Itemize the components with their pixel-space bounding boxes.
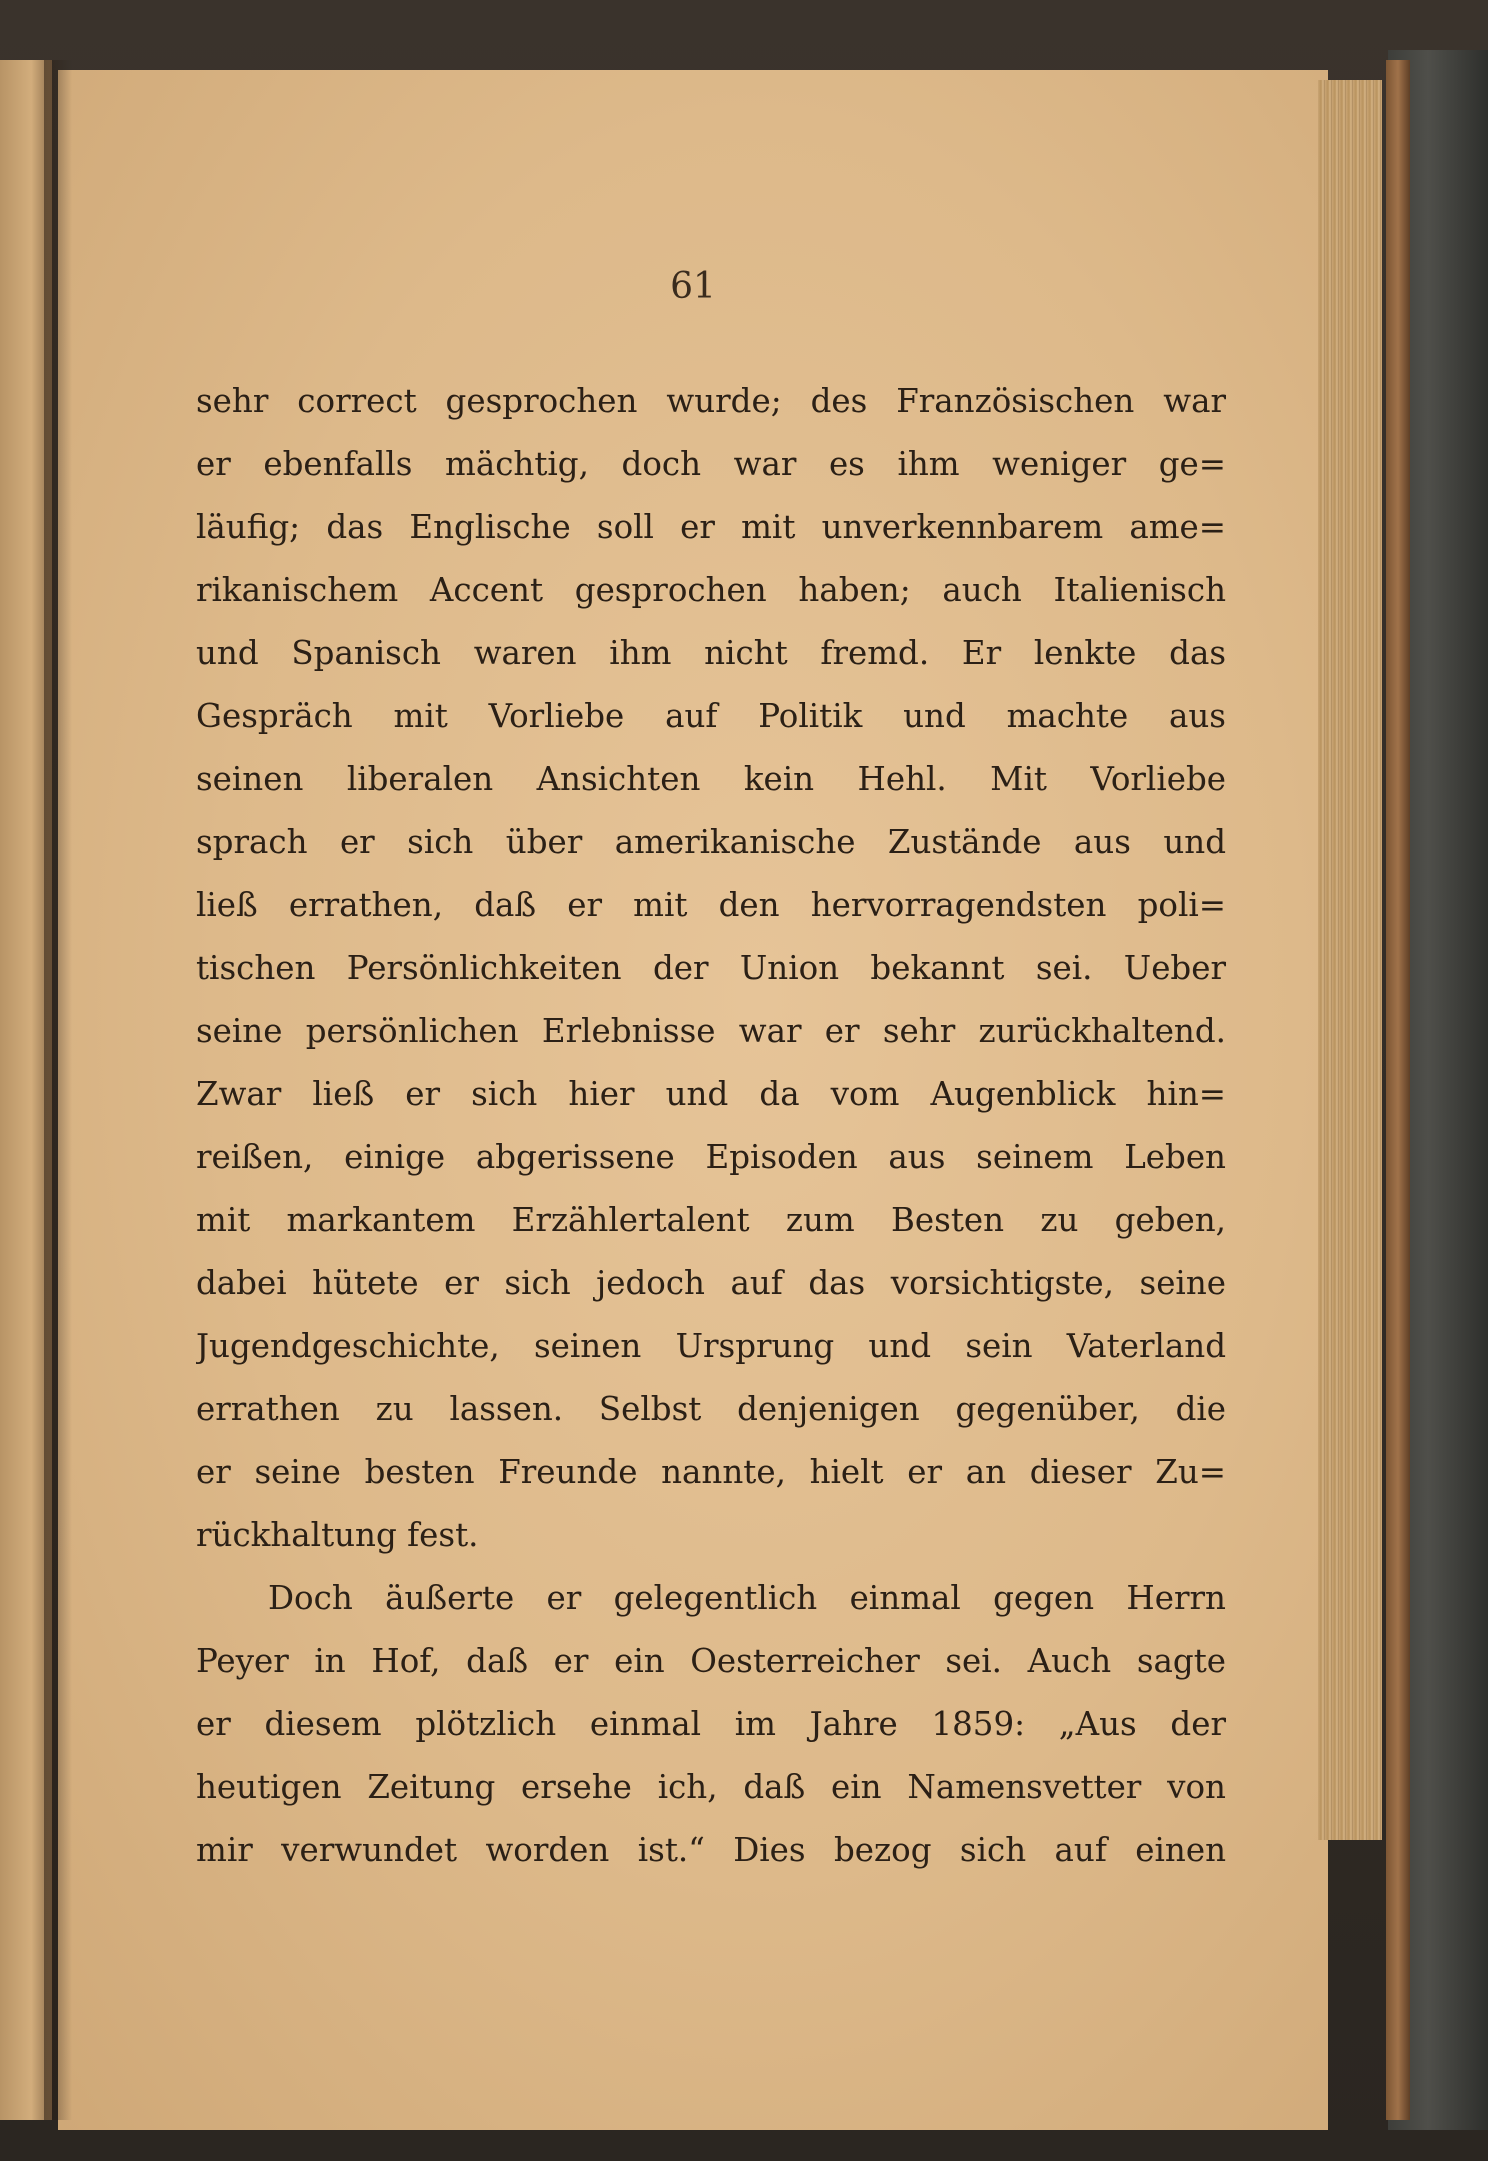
text-line: tischen Persönlichkeiten der Union bekannt sei. Ueber <box>196 949 1226 987</box>
text-line: er seine besten Freunde nannte, hielt er an dieser Zu= <box>196 1453 1226 1491</box>
text-line: seine persönlichen Erlebnisse war er sehr zurückhaltend. <box>196 1012 1226 1050</box>
text-line: dabei hütete er sich jedoch auf das vorsichtigste, seine <box>196 1264 1226 1302</box>
text-line: Peyer in Hof, daß er ein Oesterreicher sei. Auch sagte <box>196 1642 1226 1680</box>
text-line: sprach er sich über amerikanische Zustände aus und <box>196 823 1226 861</box>
text-line: mit markantem Erzählertalent zum Besten zu geben, <box>196 1201 1226 1239</box>
text-line: und Spanisch waren ihm nicht fremd. Er lenkte das <box>196 634 1226 672</box>
text-line: ließ errathen, daß er mit den hervorragendsten poli= <box>196 886 1226 924</box>
text-line: mir verwundet worden ist.“ Dies bezog sich auf einen <box>196 1831 1226 1869</box>
text-line: Gespräch mit Vorliebe auf Politik und machte aus <box>196 697 1226 735</box>
text-line: rückhaltung fest. <box>196 1516 479 1554</box>
text-line: errathen zu lassen. Selbst denjenigen gegenüber, die <box>196 1390 1226 1428</box>
text-line: läufig; das Englische soll er mit unverkennbarem ame= <box>196 508 1226 546</box>
text-line: reißen, einige abgerissene Episoden aus seinem Leben <box>196 1138 1226 1176</box>
text-line: Jugendgeschichte, seinen Ursprung und sein Vaterland <box>196 1327 1226 1365</box>
text-line: rikanischem Accent gesprochen haben; auch Italienisch <box>196 571 1226 609</box>
cover-edge <box>1386 60 1410 2120</box>
page-block-edges <box>1318 80 1382 1840</box>
book-page <box>58 70 1328 2130</box>
gutter-shadow <box>44 60 72 2120</box>
text-line: seinen liberalen Ansichten kein Hehl. Mit Vorliebe <box>196 760 1226 798</box>
text-line: sehr correct gesprochen wurde; des Französischen war <box>196 382 1226 420</box>
text-line: er ebenfalls mächtig, doch war es ihm weniger ge= <box>196 445 1226 483</box>
text-line: heutigen Zeitung ersehe ich, daß ein Namensvetter von <box>196 1768 1226 1806</box>
body-text <box>196 370 1226 1882</box>
text-line: Zwar ließ er sich hier und da vom Augenblick hin= <box>196 1075 1226 1113</box>
text-line: Doch äußerte er gelegentlich einmal gegen Herrn <box>268 1579 1226 1617</box>
text-line: er diesem plötzlich einmal im Jahre 1859: „Aus der <box>196 1705 1226 1743</box>
page-number: 61 <box>670 266 716 307</box>
